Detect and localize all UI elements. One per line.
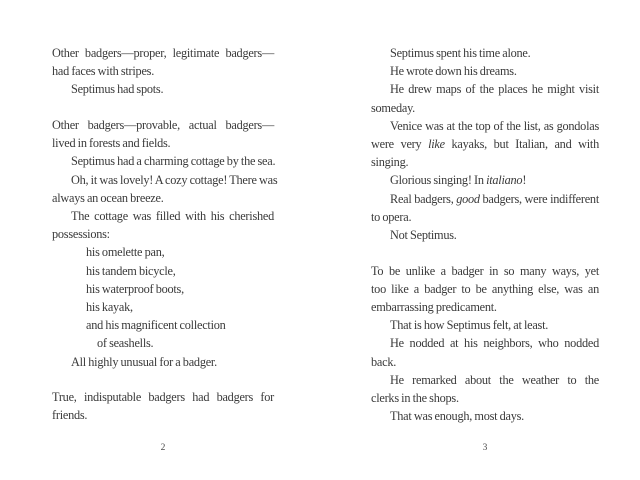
- text-line: lived in forests and fields.: [52, 136, 171, 151]
- text-line: All highly unusual for a badger.: [71, 354, 217, 369]
- text-line: were very like kayaks, but Italian, and with: [371, 136, 600, 151]
- text-line: He nodded at his neighbors, who nodded: [390, 336, 599, 351]
- text-line: Septimus spent his time alone.: [390, 46, 531, 60]
- text-line: embarrassing predicament.: [371, 299, 497, 314]
- paragraph-gap: [52, 371, 274, 389]
- text-line: always an ocean breeze.: [52, 190, 164, 205]
- text-line: He wrote down his dreams.: [390, 64, 517, 79]
- text-line: of seashells.: [97, 336, 154, 351]
- text-line: Not Septimus.: [390, 227, 457, 242]
- page-right-text: [371, 44, 599, 425]
- text-line: He drew maps of the places he might visit: [390, 82, 599, 97]
- text-line: his kayak,: [86, 299, 133, 314]
- italic-text: italiano: [486, 173, 523, 188]
- page-left-text: [52, 44, 278, 425]
- text-line: Septimus had a charming cottage by the sea.: [71, 154, 276, 169]
- text-line: to opera.: [371, 209, 412, 224]
- text-line: back.: [371, 354, 397, 369]
- text-line: He remarked about the weather to the: [390, 372, 599, 387]
- italic-text: good: [456, 191, 480, 206]
- text-line: Oh, it was lovely! A cozy cottage! There was: [71, 172, 278, 187]
- paragraph-gap: [371, 244, 599, 262]
- page-number-right: 3: [482, 443, 488, 453]
- text-line: That was enough, most days.: [390, 409, 525, 424]
- text-line: Other badgers—proper, legitimate badgers—: [52, 46, 274, 60]
- text-line: clerks in the shops.: [371, 390, 459, 405]
- paragraph-gap: [52, 99, 274, 117]
- text-line: his omelette pan,: [86, 245, 165, 260]
- text-line: had faces with stripes.: [52, 64, 155, 79]
- text-line: his tandem bicycle,: [86, 263, 176, 278]
- text-line: Septimus had spots.: [71, 82, 164, 97]
- text-line: Glorious singing! In italiano!: [390, 173, 527, 188]
- text-line: possessions:: [52, 227, 110, 242]
- text-line: friends.: [52, 408, 88, 423]
- text-line: and his magnificent collection: [86, 318, 226, 333]
- text-line: Real badgers, good badgers, were indifferent: [390, 191, 599, 206]
- text-line: True, indisputable badgers had badgers for: [52, 390, 274, 405]
- text-line: To be unlike a badger in so many ways, yet: [371, 263, 599, 278]
- text-line: The cottage was filled with his cherished: [71, 209, 274, 223]
- page-number-left: 2: [160, 443, 166, 453]
- text-line: That is how Septimus felt, at least.: [390, 318, 549, 333]
- italic-text: like: [428, 136, 445, 151]
- text-line: singing.: [371, 155, 409, 170]
- text-line: Other badgers—provable, actual badgers—: [52, 118, 274, 133]
- text-line: Venice was at the top of the list, as gondolas: [390, 118, 599, 133]
- text-line: someday.: [371, 100, 415, 115]
- text-line: his waterproof boots,: [86, 281, 184, 296]
- text-line: too like a badger to be anything else, was an: [371, 281, 599, 296]
